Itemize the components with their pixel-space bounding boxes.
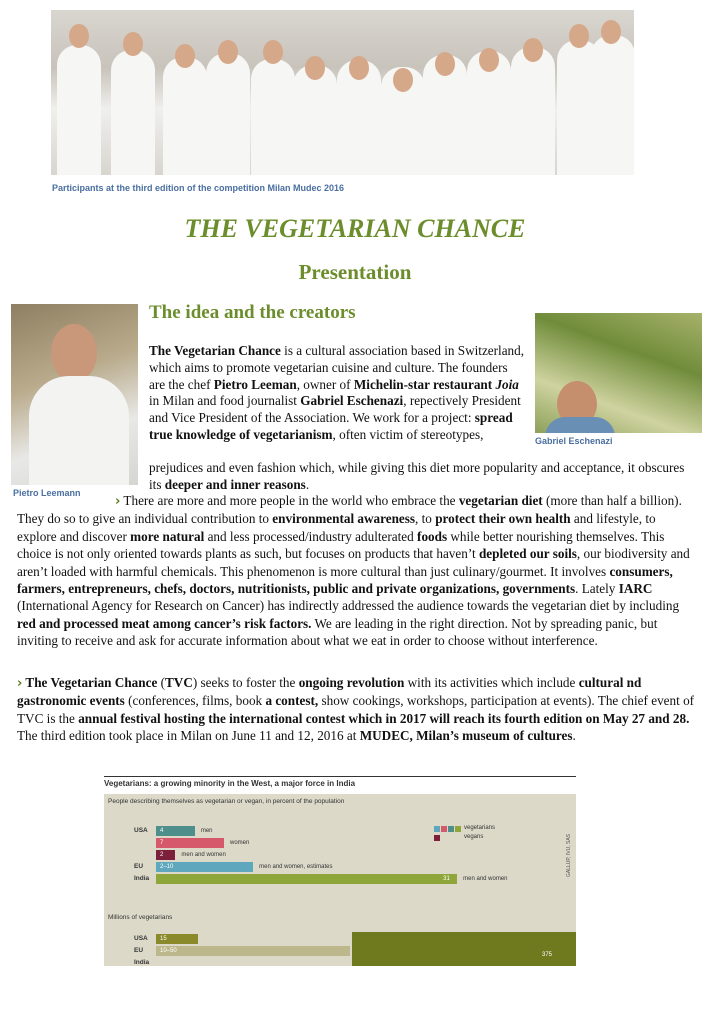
chart-bar-value: 375	[542, 952, 553, 958]
page-subtitle: Presentation	[298, 260, 412, 284]
diet-paragraph: › There are more and more people in the world who embrace the vegetarian diet (more than half a billion). They do so to give an individual contribution to environmental awareness, to protect their own health and lifestyle, to explore and discover more natural and less processed/industry adulterated foods while better nourishing themselves. This choice is not only oriented towards plants as such, but focuses on products that haven’t depleted our soils, our biodiversity and aren’t loaded with harmful chemicals. This phenomenon is more cultural than just culinary/gourmet. It involves consumers, farmers, entrepreneurs, chefs, doctors, nutritionists, public and private organizations, governments. Lately IARC (International Agency for Research on Cancer) has indirectly addressed the audience towards the vegetarian diet by including red and processed meat among cancer’s risk factors. We are leading in the right direction. Not by spreading panic, but inviting to receive and ask for accurate information about what we eat in order to choose without interference.	[17, 493, 690, 649]
chart-category-label: India	[134, 959, 150, 966]
participants-photo	[51, 10, 634, 175]
chart-subtitle-percent: People describing themselves as vegetarian or vegan, in percent of the population	[108, 798, 345, 805]
page-title: THE VEGETARIAN CHANCE	[184, 214, 526, 243]
chart-bar-value: 7	[160, 840, 164, 846]
tvc-paragraph: › The Vegetarian Chance (TVC) seeks to foster the ongoing revolution with its activities which include cultural nd gastronomic events (conferences, films, book a contest, show cookings, workshops, participation at events). The chief event of TVC is the annual festival hosting the international contest which in 2017 will reach its fourth edition on May 27 and 28. The third edition took place in Milan on June 11 and 12, 2016 at MUDEC, Milan’s museum of cultures.	[17, 675, 695, 744]
chart-bar-value: 2	[160, 852, 164, 858]
chart-source: GALLUP, IVU, SAS	[566, 834, 572, 877]
pietro-photo-caption: Pietro Leemann	[13, 488, 81, 498]
chart-bar	[156, 874, 457, 884]
chart-category-label: USA	[134, 827, 148, 834]
chart-bar-value: 10–50	[160, 948, 177, 954]
pietro-leemann-photo	[11, 304, 138, 485]
gabriel-eschenazi-photo	[535, 313, 702, 433]
chart-category-label: USA	[134, 935, 148, 942]
bullet-arrow-icon: ›	[17, 676, 23, 691]
vegetarians-chart	[104, 776, 576, 966]
chart-bar-value: 2–10	[160, 864, 174, 870]
chart-bar-value: 31	[443, 876, 450, 882]
legend-label: vegetarians	[464, 825, 496, 831]
intro-paragraph-continued: prejudices and even fashion which, while giving this diet more popularity and acceptance, it obscures its deeper and inner reasons.	[149, 460, 685, 492]
legend-swatch	[455, 826, 461, 832]
top-photo-caption: Participants at the third edition of the competition Milan Mudec 2016	[52, 183, 345, 193]
bullet-arrow-icon: ›	[115, 494, 121, 509]
legend-swatch	[434, 826, 440, 832]
chart-bar	[156, 946, 350, 956]
intro-paragraph: The Vegetarian Chance is a cultural association based in Switzerland, which aims to promote vegetarian cuisine and culture. The founders are the chef Pietro Leeman, owner of Michelin-star restaurant Joia in Milan and food journalist Gabriel Eschenazi, repectively President and Vice President of the Association. We work for a project: spread true knowledge of vegetarianism, often victim of stereotypes,	[149, 343, 525, 442]
gabriel-photo-caption: Gabriel Eschenazi	[535, 436, 613, 446]
chart-category-label: EU	[134, 863, 144, 870]
chart-bar	[156, 850, 175, 860]
legend-label: vegans	[464, 834, 484, 840]
legend-swatch	[434, 835, 440, 841]
chart-panel	[104, 794, 576, 966]
chart-series-label: men and women	[463, 876, 508, 882]
chart-series-label: men	[200, 828, 213, 834]
chart-series-label: women	[230, 840, 250, 846]
legend-swatch	[448, 826, 454, 832]
section-heading: The idea and the creators	[149, 302, 356, 323]
chart-bar-value: 15	[160, 936, 167, 942]
chart-category-label: EU	[134, 947, 144, 954]
chart-series-label: men and women	[181, 852, 226, 858]
chart-bar	[156, 838, 224, 848]
chart-bar-value: 4	[160, 828, 164, 834]
legend-swatch	[441, 826, 447, 832]
chart-series-label: men and women, estimates	[259, 864, 333, 870]
chart-subtitle-millions: Millions of vegetarians	[108, 914, 173, 921]
chart-category-label: India	[134, 875, 150, 882]
chart-bar	[352, 932, 576, 966]
chart-title: Vegetarians: a growing minority in the West, a major force in India	[104, 779, 356, 788]
